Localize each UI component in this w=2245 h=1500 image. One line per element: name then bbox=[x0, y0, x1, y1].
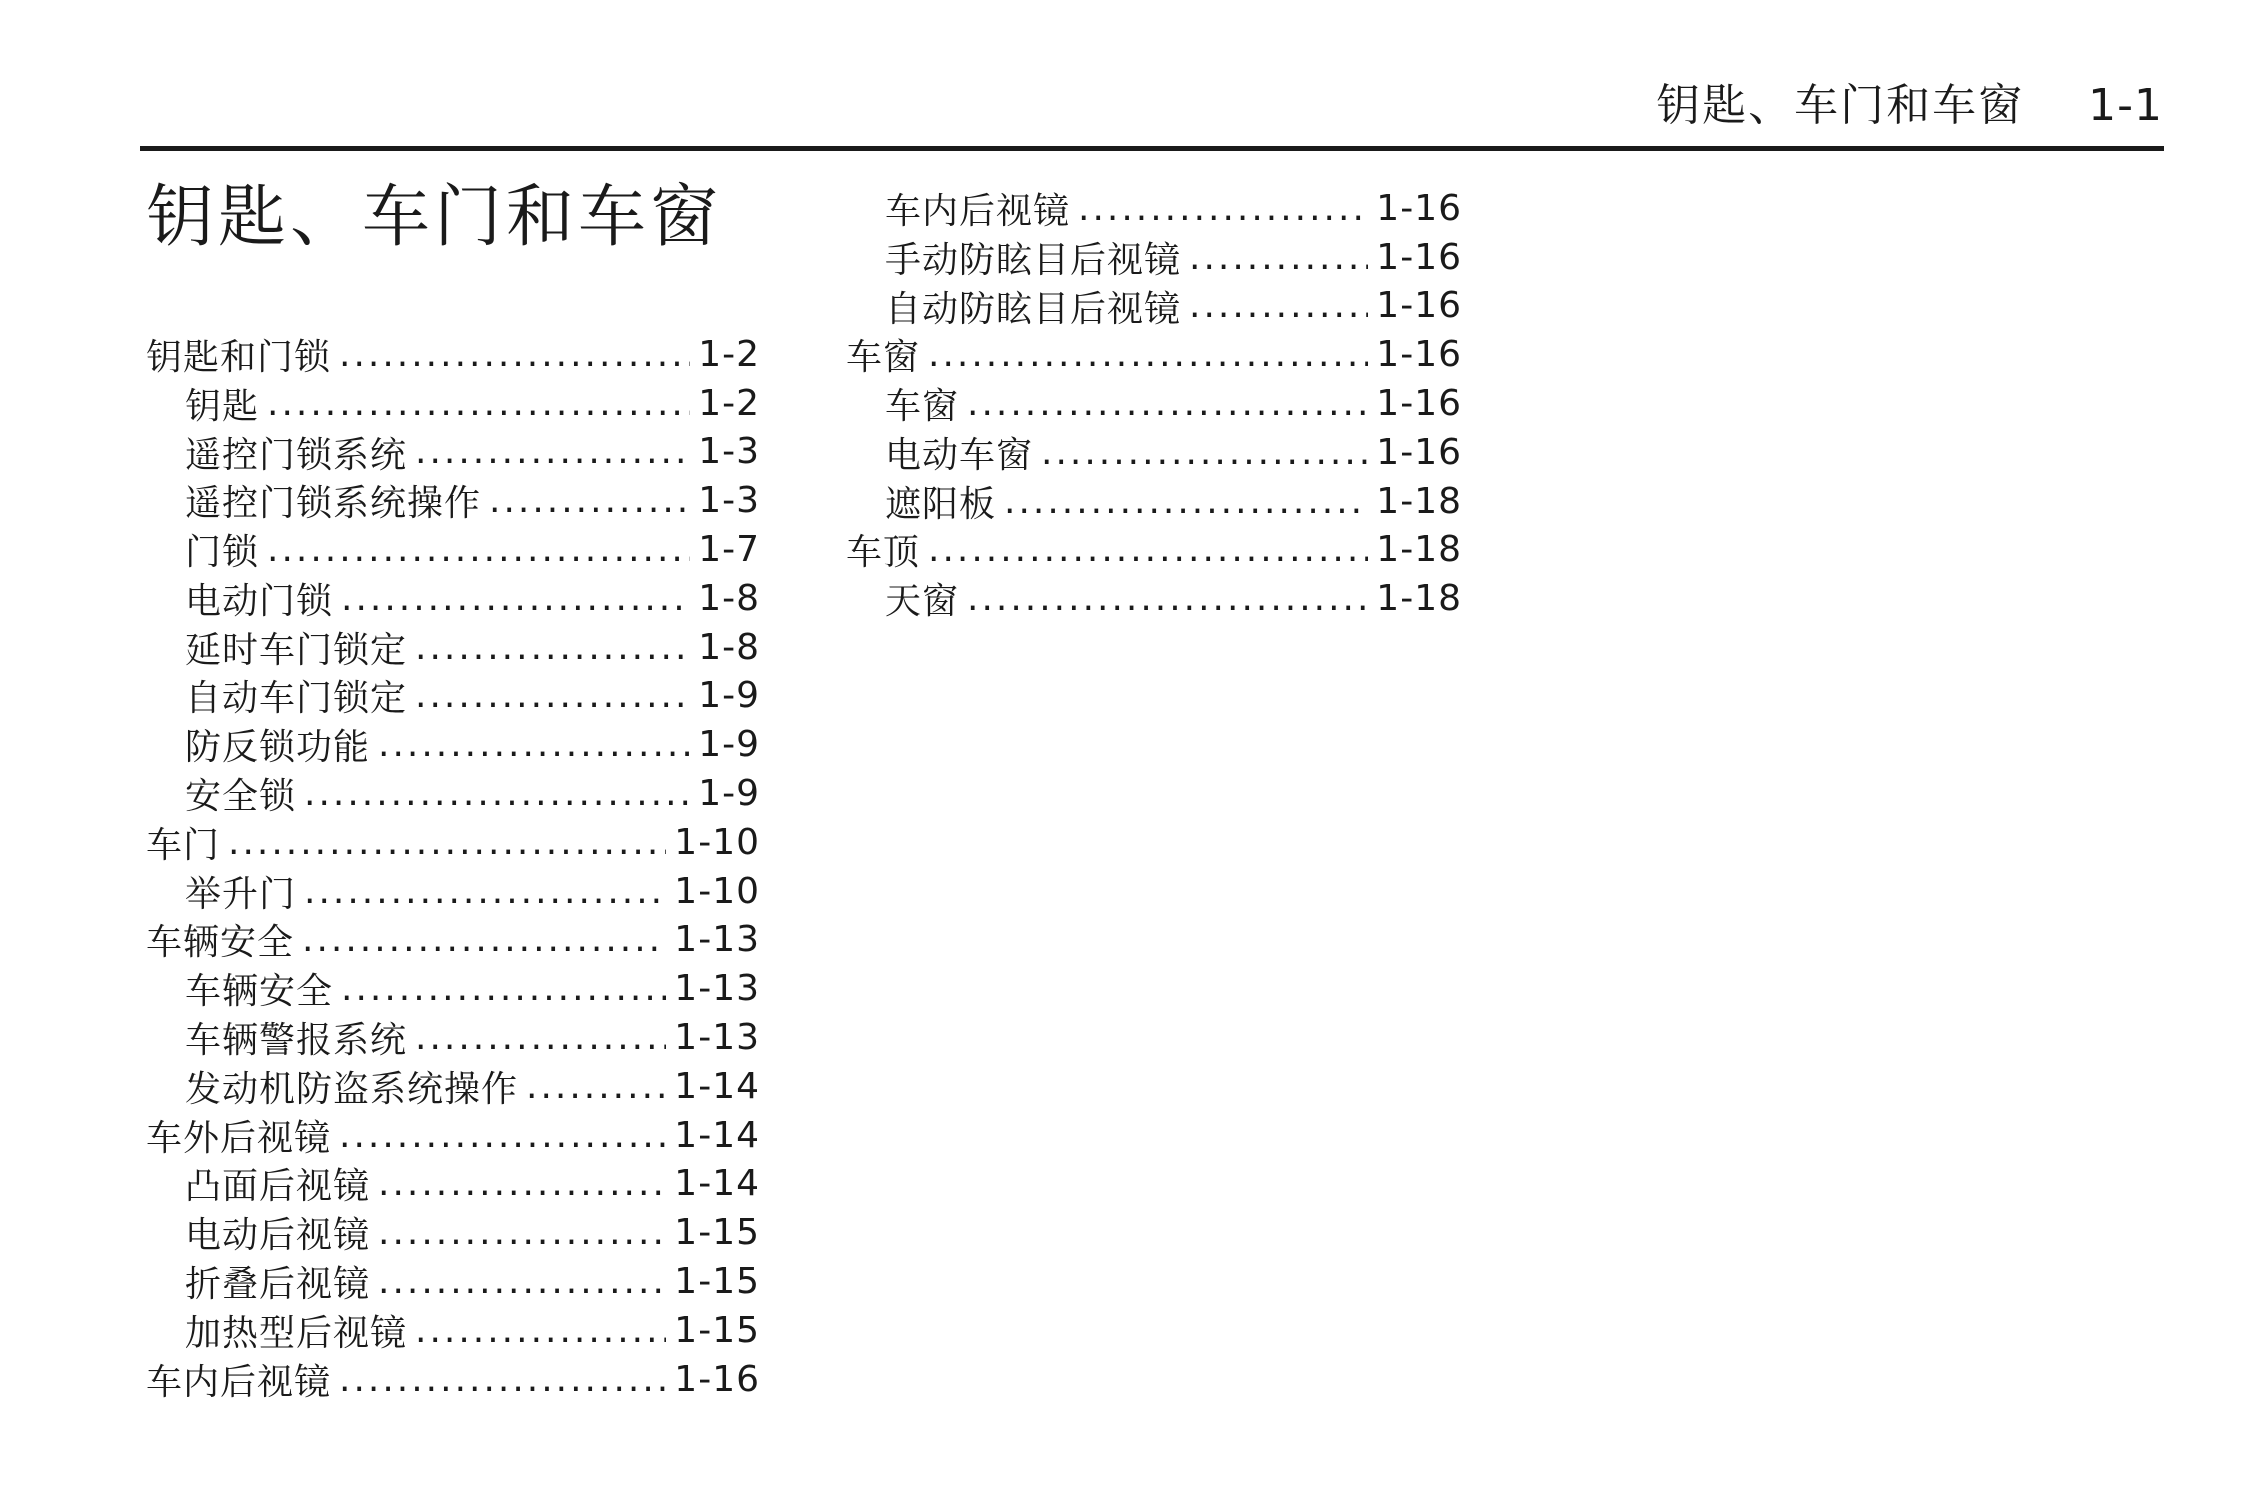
toc-subentry[interactable] bbox=[146, 623, 760, 672]
toc-dot-leader bbox=[378, 1212, 666, 1253]
toc-subentry[interactable] bbox=[846, 477, 1462, 526]
toc-subentry[interactable] bbox=[146, 769, 760, 818]
toc-entry-page: 1-8 bbox=[698, 626, 760, 668]
toc-subentry[interactable] bbox=[146, 1208, 760, 1257]
toc-entry-page: 1-3 bbox=[698, 431, 760, 473]
toc-subentry[interactable] bbox=[146, 964, 760, 1013]
toc-dot-leader bbox=[967, 578, 1368, 619]
toc-dot-leader bbox=[415, 1310, 666, 1351]
toc-entry-page: 1-7 bbox=[698, 529, 760, 571]
toc-subentry[interactable] bbox=[846, 379, 1462, 428]
toc-subentry[interactable] bbox=[146, 1013, 760, 1062]
toc-entry-label: 车外后视镜 bbox=[146, 1117, 332, 1159]
toc-entry-label: 凸面后视镜 bbox=[185, 1166, 371, 1208]
toc-entry-label: 电动门锁 bbox=[185, 580, 334, 622]
toc-entry-page: 1-18 bbox=[1376, 480, 1462, 522]
toc-dot-leader bbox=[267, 383, 690, 424]
toc-entry-page: 1-14 bbox=[674, 1065, 760, 1107]
toc-column-2 bbox=[846, 184, 1462, 623]
toc-dot-leader bbox=[1189, 285, 1368, 326]
toc-entry-page: 1-13 bbox=[674, 919, 760, 961]
toc-subentry[interactable] bbox=[146, 574, 760, 623]
toc-entry-page: 1-14 bbox=[674, 1114, 760, 1156]
toc-subentry[interactable] bbox=[146, 428, 760, 477]
toc-dot-leader bbox=[339, 1115, 666, 1156]
toc-entry-label: 电动车窗 bbox=[885, 434, 1034, 476]
toc-entry-page: 1-9 bbox=[698, 773, 760, 815]
toc-entry-page: 1-16 bbox=[1376, 236, 1462, 278]
toc-entry-label: 自动防眩目后视镜 bbox=[885, 288, 1182, 330]
toc-dot-leader bbox=[415, 675, 690, 716]
toc-subentry[interactable] bbox=[146, 672, 760, 721]
toc-dot-leader bbox=[526, 1066, 666, 1107]
toc-entry-label: 电动后视镜 bbox=[185, 1215, 371, 1257]
toc-entry-label: 遥控门锁系统 bbox=[185, 434, 408, 476]
toc-entry[interactable] bbox=[146, 1355, 760, 1404]
toc-entry-label: 车内后视镜 bbox=[885, 190, 1071, 232]
toc-entry-label: 天窗 bbox=[885, 581, 960, 623]
toc-subentry[interactable] bbox=[846, 574, 1462, 623]
toc-dot-leader bbox=[415, 627, 690, 668]
toc-entry-label: 遥控门锁系统操作 bbox=[185, 483, 482, 525]
toc-entry-label: 车辆安全 bbox=[146, 922, 295, 964]
toc-column-1 bbox=[146, 330, 760, 1404]
toc-dot-leader bbox=[304, 871, 666, 912]
toc-entry-page: 1-9 bbox=[698, 724, 760, 766]
toc-entry-label: 举升门 bbox=[185, 873, 297, 915]
toc-entry-page: 1-14 bbox=[674, 1163, 760, 1205]
toc-entry-page: 1-18 bbox=[1376, 578, 1462, 620]
toc-dot-leader bbox=[341, 968, 666, 1009]
toc-dot-leader bbox=[304, 773, 690, 814]
toc-entry-label: 安全锁 bbox=[185, 776, 297, 818]
toc-entry-page: 1-16 bbox=[674, 1358, 760, 1400]
header-rule bbox=[140, 146, 2164, 151]
toc-subentry[interactable] bbox=[146, 525, 760, 574]
toc-entry-page: 1-16 bbox=[1376, 285, 1462, 327]
toc-entry-label: 钥匙和门锁 bbox=[146, 336, 332, 378]
toc-entry-label: 钥匙 bbox=[185, 385, 260, 427]
toc-entry-page: 1-10 bbox=[674, 870, 760, 912]
toc-entry-page: 1-15 bbox=[674, 1212, 760, 1254]
toc-subentry[interactable] bbox=[146, 1306, 760, 1355]
toc-entry-page: 1-13 bbox=[674, 1017, 760, 1059]
toc-entry[interactable] bbox=[846, 526, 1462, 575]
toc-entry-label: 延时车门锁定 bbox=[185, 629, 408, 671]
toc-subentry[interactable] bbox=[146, 476, 760, 525]
toc-subentry[interactable] bbox=[846, 184, 1462, 233]
chapter-title: 钥匙、车门和车窗 bbox=[146, 178, 723, 257]
toc-entry-page: 1-16 bbox=[1376, 334, 1462, 376]
toc-dot-leader bbox=[378, 1163, 666, 1204]
toc-subentry[interactable] bbox=[146, 379, 760, 428]
toc-entry-label: 加热型后视镜 bbox=[185, 1312, 408, 1354]
toc-entry-label: 车辆安全 bbox=[185, 971, 334, 1013]
toc-dot-leader bbox=[1189, 237, 1368, 278]
toc-entry[interactable] bbox=[146, 330, 760, 379]
toc-dot-leader bbox=[228, 822, 666, 863]
toc-dot-leader bbox=[1078, 188, 1368, 229]
toc-dot-leader bbox=[1041, 432, 1368, 473]
toc-entry-page: 1-16 bbox=[1376, 431, 1462, 473]
toc-entry-page: 1-3 bbox=[698, 480, 760, 522]
running-header-page-number: 1-1 bbox=[2088, 80, 2163, 131]
toc-subentry[interactable] bbox=[846, 233, 1462, 282]
toc-dot-leader bbox=[1004, 481, 1368, 522]
toc-subentry[interactable] bbox=[146, 867, 760, 916]
toc-entry-label: 车辆警报系统 bbox=[185, 1020, 408, 1062]
toc-entry[interactable] bbox=[146, 1111, 760, 1160]
toc-entry-label: 车窗 bbox=[885, 386, 960, 428]
toc-entry-page: 1-13 bbox=[674, 968, 760, 1010]
toc-entry-label: 遮阳板 bbox=[885, 483, 997, 525]
toc-entry[interactable] bbox=[146, 818, 760, 867]
toc-dot-leader bbox=[489, 480, 690, 521]
toc-dot-leader bbox=[928, 334, 1368, 375]
toc-entry-label: 发动机防盗系统操作 bbox=[185, 1068, 519, 1110]
toc-subentry[interactable] bbox=[146, 720, 760, 769]
toc-entry-label: 防反锁功能 bbox=[185, 727, 371, 769]
running-header-title: 钥匙、车门和车窗 bbox=[1656, 80, 2025, 131]
toc-dot-leader bbox=[415, 1017, 666, 1058]
toc-entry-page: 1-10 bbox=[674, 821, 760, 863]
toc-entry-page: 1-2 bbox=[698, 382, 760, 424]
toc-entry-page: 1-2 bbox=[698, 333, 760, 375]
toc-entry-label: 自动车门锁定 bbox=[185, 678, 408, 720]
toc-entry-label: 车窗 bbox=[846, 337, 921, 379]
toc-entry-label: 门锁 bbox=[185, 532, 260, 574]
toc-dot-leader bbox=[341, 578, 690, 619]
toc-entry-label: 折叠后视镜 bbox=[185, 1264, 371, 1306]
toc-subentry[interactable] bbox=[146, 1062, 760, 1111]
toc-entry-page: 1-16 bbox=[1376, 187, 1462, 229]
toc-dot-leader bbox=[302, 919, 666, 960]
toc-subentry[interactable] bbox=[146, 1160, 760, 1209]
toc-entry-page: 1-18 bbox=[1376, 529, 1462, 571]
toc-dot-leader bbox=[928, 529, 1368, 570]
toc-entry-label: 手动防眩目后视镜 bbox=[885, 239, 1182, 281]
toc-entry-label: 车顶 bbox=[846, 532, 921, 574]
toc-dot-leader bbox=[378, 724, 690, 765]
toc-dot-leader bbox=[415, 431, 690, 472]
toc-entry-label: 车内后视镜 bbox=[146, 1361, 332, 1403]
toc-entry[interactable] bbox=[846, 330, 1462, 379]
toc-dot-leader bbox=[267, 529, 690, 570]
toc-entry-page: 1-8 bbox=[698, 577, 760, 619]
running-header bbox=[1656, 76, 2163, 136]
toc-entry-page: 1-16 bbox=[1376, 383, 1462, 425]
toc-dot-leader bbox=[339, 1359, 666, 1400]
toc-dot-leader bbox=[967, 383, 1368, 424]
toc-entry[interactable] bbox=[146, 916, 760, 965]
toc-subentry[interactable] bbox=[846, 282, 1462, 331]
toc-subentry[interactable] bbox=[146, 1257, 760, 1306]
toc-entry-label: 车门 bbox=[146, 824, 221, 866]
toc-entry-page: 1-15 bbox=[674, 1261, 760, 1303]
toc-dot-leader bbox=[339, 334, 690, 375]
toc-dot-leader bbox=[378, 1261, 666, 1302]
toc-entry-page: 1-9 bbox=[698, 675, 760, 717]
toc-subentry[interactable] bbox=[846, 428, 1462, 477]
toc-entry-page: 1-15 bbox=[674, 1309, 760, 1351]
